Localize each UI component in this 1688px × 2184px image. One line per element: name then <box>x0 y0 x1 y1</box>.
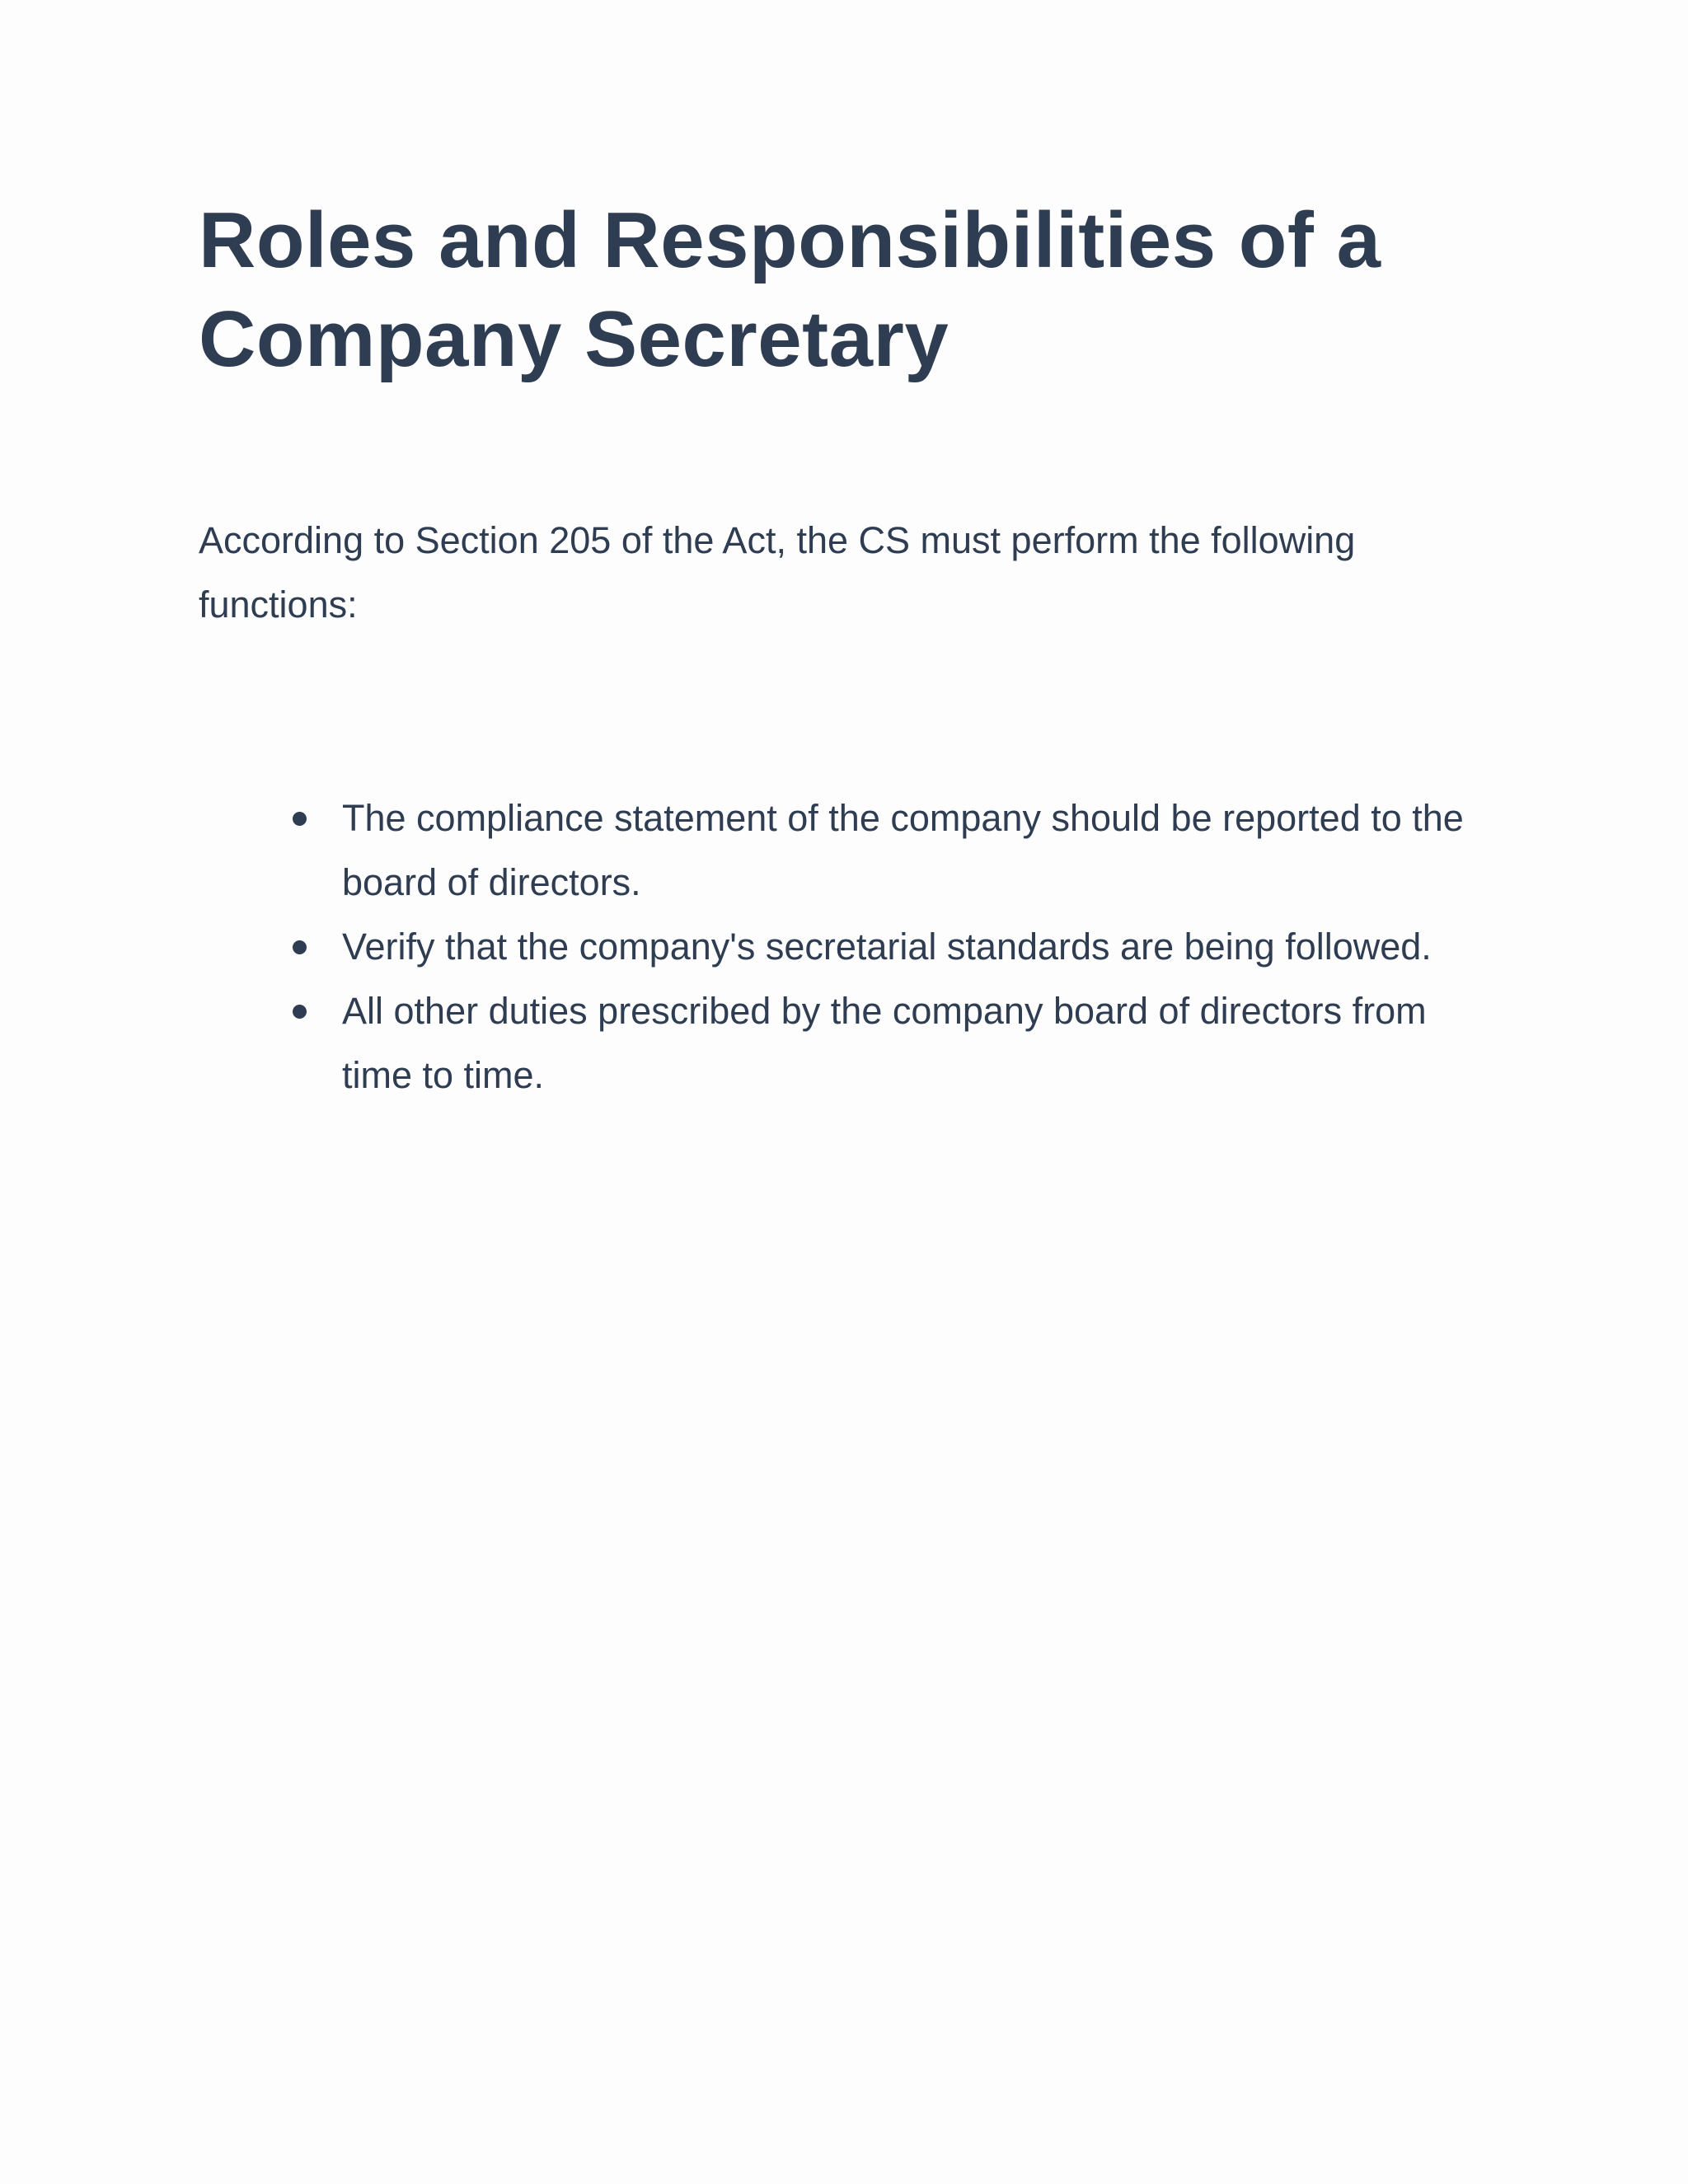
bullet-icon <box>293 940 307 954</box>
list-item <box>293 786 1488 915</box>
list-item <box>293 979 1488 1108</box>
list-item-text: All other duties prescribed by the company board of directors from time to time. <box>342 990 1427 1096</box>
document-title: Roles and Responsibilities of a Company Secretary <box>199 196 1381 383</box>
duties-list <box>293 786 1488 1108</box>
intro-paragraph: According to Section 205 of the Act, the CS must perform the following functions: <box>199 519 1356 626</box>
list-item <box>293 915 1488 979</box>
bullet-icon <box>293 812 307 826</box>
list-item-text: Verify that the company's secretarial standards are being followed. <box>342 926 1432 968</box>
bullet-icon <box>293 1005 307 1019</box>
list-item-text: The compliance statement of the company should be reported to the board of directors. <box>342 797 1464 903</box>
